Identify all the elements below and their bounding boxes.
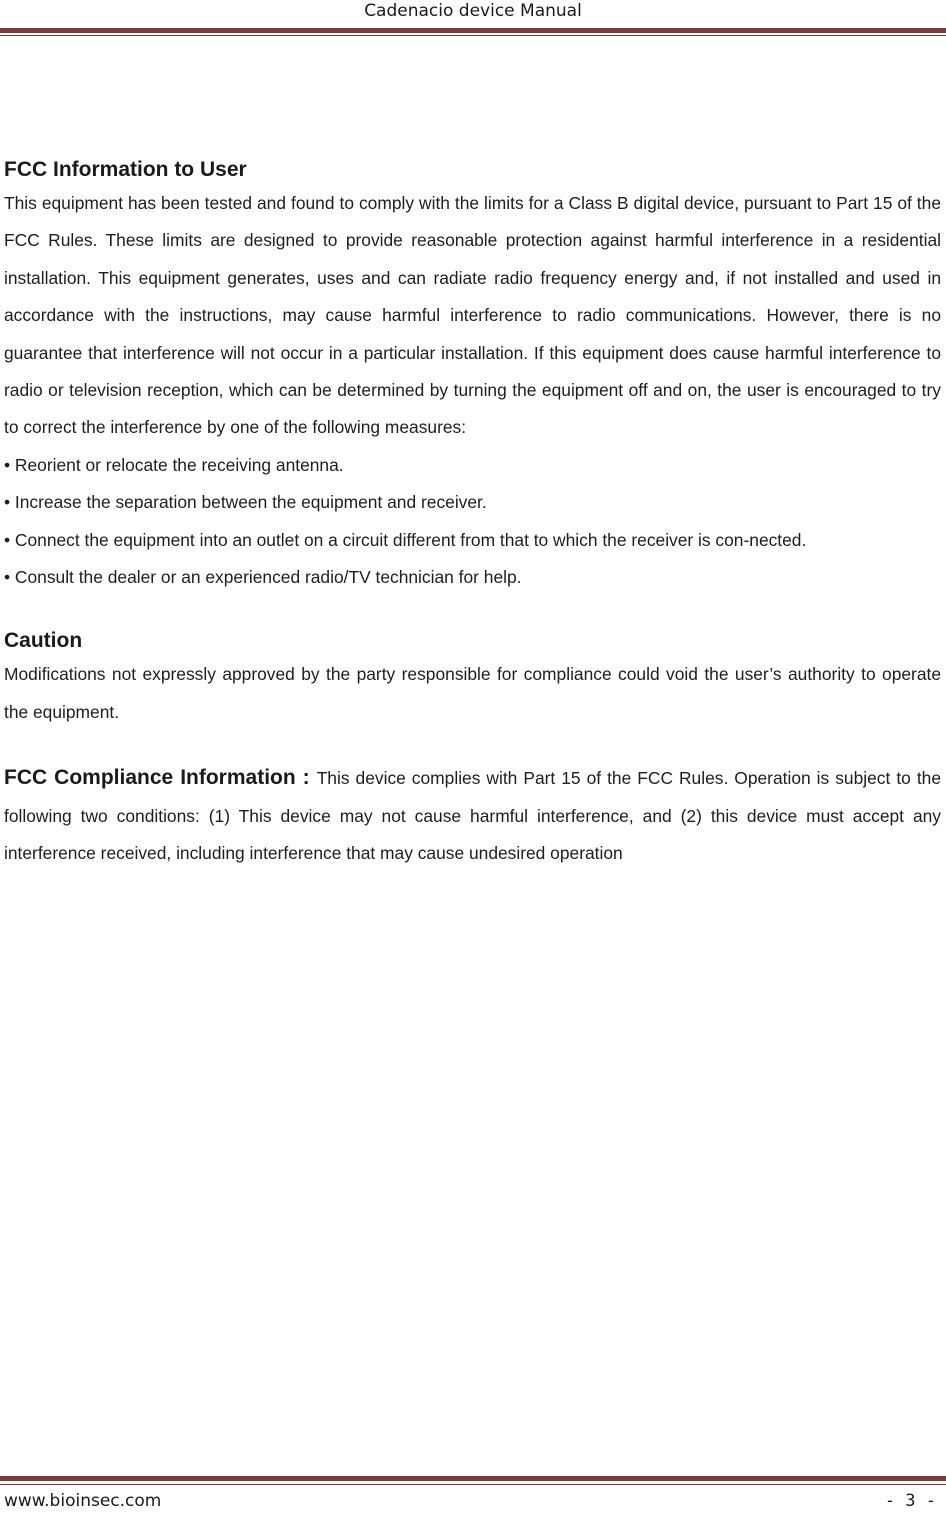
fcc-info-paragraph: This equipment has been tested and found to comply with the limits for a Class B digital device, pursuant to Part 15 of the FCC Rules. These limits are designed to provide reasonable protection against harmful interference in a residential installation. This equipment generates, uses and can radiate radio frequency energy and, if not installed and used in accordance with the instructions, may cause harmful interference to radio communications. However, there is no guarantee that interference will not occur in a particular installation. If this equipment does cause harmful interference to radio or television reception, which can be determined by turning the equipment off and on, the user is encouraged to try to correct the interference by one of the following measures: [4, 193, 941, 438]
footer-rule-thin [0, 1484, 946, 1485]
fcc-info-title: FCC Information to User [4, 158, 247, 181]
compliance-paragraph: This device complies with Part 15 of the FCC Rules. Operation is subject to the following two conditions: (1) This device may not cause harmful interference, and (2) this device must accept any interference received, including interference that may cause undesired operation [4, 768, 941, 864]
section-spacer [4, 731, 941, 759]
measure-item: • Consult the dealer or an experienced radio/TV technician for help. [4, 567, 522, 588]
header-rule-thick [0, 28, 946, 33]
footer-page-number: - 3 - [884, 1491, 936, 1511]
document-body [4, 155, 941, 873]
footer-rule-thick [0, 1476, 946, 1481]
footer-website: www.bioinsec.com [4, 1491, 162, 1511]
page-header-title: Cadenacio device Manual [364, 1, 582, 21]
measure-item: • Reorient or relocate the receiving antenna. [4, 454, 344, 475]
measure-item: • Connect the equipment into an outlet on a circuit different from that to which the receiver is con-nected. [4, 529, 807, 550]
section-spacer [4, 596, 941, 626]
compliance-title: FCC Compliance Information : [4, 766, 317, 790]
compliance-block [4, 759, 941, 872]
measure-item: • Increase the separation between the equipment and receiver. [4, 492, 487, 513]
header-rule-thin [0, 35, 946, 36]
caution-paragraph: Modifications not expressly approved by the party responsible for compliance could void the user’s authority to operate the equipment. [4, 664, 941, 722]
caution-title: Caution [4, 629, 83, 653]
